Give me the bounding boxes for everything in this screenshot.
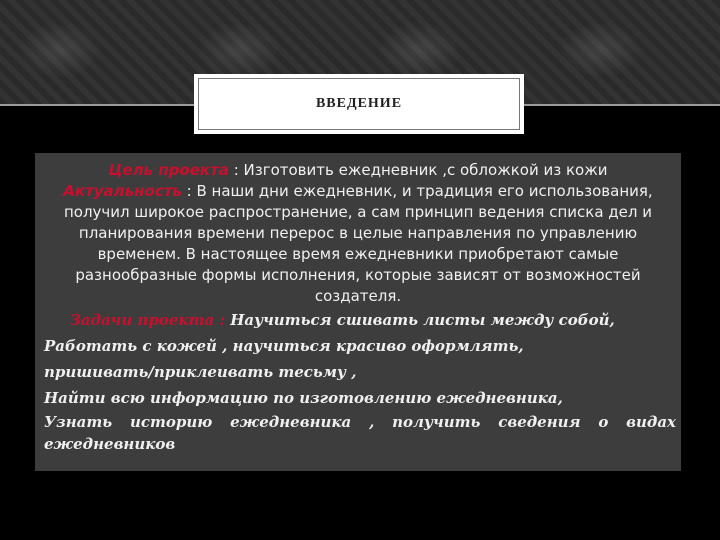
- tasks-label: Задачи проекта :: [70, 311, 225, 329]
- goal-label: Цель проекта: [108, 161, 229, 179]
- relevance-label: Актуальность: [63, 182, 182, 200]
- tasks-line-4: Найти всю информацию по изготовлению ежедневника,: [44, 389, 563, 407]
- tasks-line-2: Работать с кожей , научиться красиво оформлять,: [44, 337, 524, 355]
- tasks-text-1: Научиться сшивать листы между собой,: [224, 311, 615, 329]
- tasks-line-1: [40, 307, 676, 333]
- tasks-line-5: Узнать историю ежедневника , получить сведения о видах ежедневников: [44, 413, 676, 453]
- tasks-line-3: пришивать/приклеивать тесьму ,: [44, 363, 357, 381]
- slide-title: ВВЕДЕНИЕ: [315, 96, 403, 111]
- relevance-paragraph: [40, 181, 676, 307]
- goal-paragraph: [40, 160, 676, 181]
- title-box: [194, 74, 524, 134]
- relevance-text: : В наши дни ежедневник, и традиция его использования, получил широкое распространение, а сам принцип ведения списка дел и планирования времени перерос в целые направления по управлению временем. В настоящее время ежедневники приобретают самые разнообразные формы исполнения, которые зависят от возможностей создателя.: [63, 182, 653, 305]
- slide-content: [40, 160, 676, 455]
- goal-text: : Изготовить ежедневник ,с обложкой из кожи: [233, 161, 608, 179]
